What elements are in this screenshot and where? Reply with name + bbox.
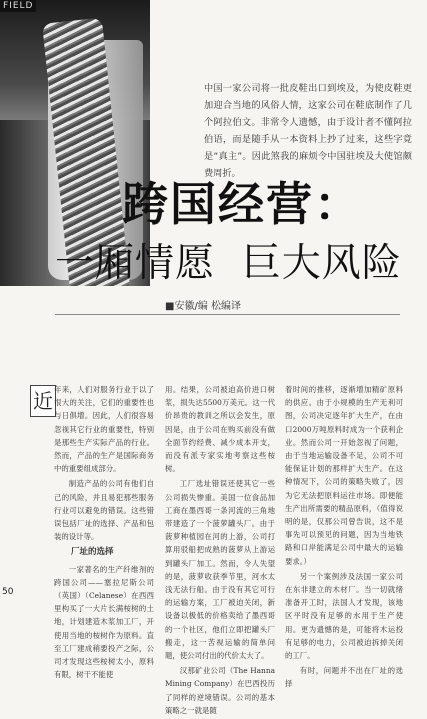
intro-paragraph: 中国一家公司将一批皮鞋出口到埃及，为使皮鞋更加迎合当地的风俗人情，这家公司在鞋底制作了几个阿拉伯文。非常令人遗憾，由于设计者不懂阿拉伯语，而是随手从一本资料上抄了过来，这些字竟是“真主”。因此煞我的麻烦令中国驻埃及大使馆颇费周折。 <box>204 83 412 179</box>
divider <box>55 314 400 315</box>
col3-paragraph-1: 着时间的推移，逐渐增加精矿原料的供应。由于小规模的生产无利可图，公司决定逐年扩大生产，在由口2000万吨原料时成为一个获利企业。然而公司一开始忽视了问题，由于当地运输设备不足，公司不可能保证计划的那样扩大生产。在这种情况下，公司的策略失败了，因为它无法把原料运往市场。即便能生产出所需要的精品原料，（值得说明的是，仅那公司曾告说，这不是事先可以预见的问题，因为当地铁路和口岸能满足公司中最大的运输要求。） <box>285 385 403 566</box>
col1-paragraph-3: 一家著名的生产纤维剂的跨国公司——塞拉尼斯公司（英国）（Celanese）在西西里构买了一大片长满桉树的土地，计划建造木浆加工厂，开使用当地的桉树作为原料。直至工厂建成稍要投产之际，公司才发现这些桉树太小，原料有限，树干不能使 <box>54 564 154 680</box>
title-line-2: 一厢情愿 巨大风险 <box>55 241 402 286</box>
col3-paragraph-3: 有时，问题并不出在厂址的选择 <box>285 666 403 689</box>
col2-paragraph-1: 用。结果，公司被迫高价进口树浆，损失达5500万美元。这一代价昂贵的教训之所以会发生，原因是，由于公司在购买前没有做全面节约经费、减少成本开支，而没有派专家实地考察这些桉树。 <box>165 385 275 474</box>
col3-paragraph-2: 另一个案例涉及法国一家公司在东非建立的木材厂。当一切就绪准备开工时，法国人才发现，该地区平时没有足够的水用于生产使用。更为遗憾的是，可能将木运投有足够的电力，公司被迫拆掉关闭的工厂。 <box>285 571 403 661</box>
dropcap: 近 <box>30 385 56 417</box>
byline: ■安徽/编 松编译 <box>165 301 241 312</box>
column-1 <box>54 383 154 683</box>
column-2 <box>165 383 275 719</box>
photo-corner-text: FIELD <box>0 0 36 12</box>
col2-paragraph-2: 工厂选址错误还使其它一些公司损失惨重。美国一位食品加工商在墨西哥一条河流的三角地带建造了一个菠萝罐头厂。由于菠萝种植园在河的上游，公司打算用驳船把成熟的菠萝从上游运到罐头厂加工。然而，令人失望的是，菠萝收获季节里，河水太浅无法行船。由于没有其它可行的运输方案，工厂被迫关闭，新设备以极低的价格卖给了墨西哥的一个社区，他们立即把罐头厂搬走，这一苦视运输的简单问题，使公司付出的代价太大了。 <box>165 479 275 661</box>
column-3 <box>285 383 403 693</box>
col1-paragraph-1: 年来，人们对服务行业于以了很大的关注，它们的重要性也与日俱增。因此，人们很容易忽视其它行业的重要性，特别是那些生产实际产品的行业。然而，产品的生产是国际商务中的重要组成部分。 <box>54 385 154 474</box>
page-number: 50 <box>2 587 14 597</box>
title-line-1: 跨国经营： <box>122 177 362 231</box>
subheading: 厂址的选择 <box>71 547 114 558</box>
col2-paragraph-3: 汉那矿业公司（The Hanna Mining Company）在巴西投历了同样的逆境错误。公司的基本策略之一就是随 <box>165 666 275 715</box>
col1-paragraph-2: 制造产品的公司有他们自己的风险，并且易犯那些服务行业可以避免的错误。这些错误包括厂址的选择、产品和包装的设计等。 <box>54 479 154 542</box>
